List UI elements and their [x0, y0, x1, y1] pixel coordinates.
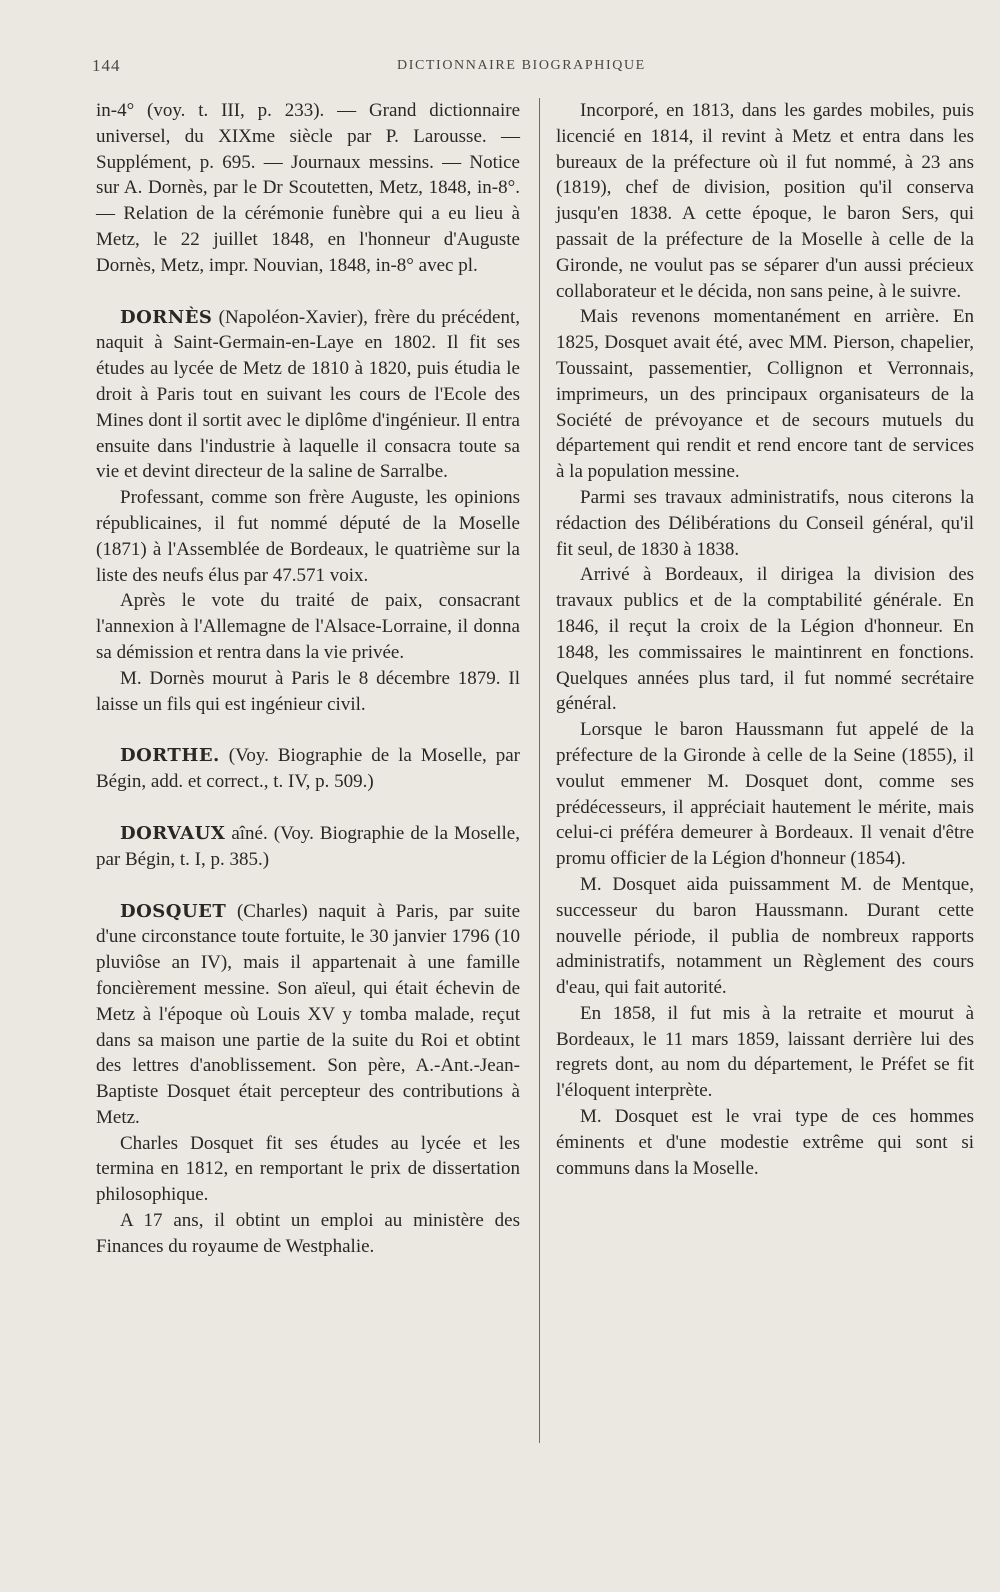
paragraph: Après le vote du traité de paix, consacrant l'annexion à l'Allemagne de l'Alsace-Lorraine, il donna sa démission et rentra dans la vie privée. [96, 590, 520, 663]
running-title: DICTIONNAIRE BIOGRAPHIQUE [397, 58, 646, 73]
paragraph: Incorporé, en 1813, dans les gardes mobiles, puis licencié en 1814, il revint à Metz et entra dans les bureaux de la préfecture où il fut nommé, à 23 ans (1819), chef de division, position qu'il conserva jusqu'en 1838. A cette époque, le baron Sers, qui passait de la préfecture de la Moselle à celle de la Gironde, ne voulut pas se séparer d'un aussi précieux collaborateur et le décida, non sans peine, à le suivre. [556, 100, 974, 302]
headword-dorvaux: DORVAUX [120, 822, 226, 844]
page-header [92, 56, 672, 82]
paragraph: M. Dosquet est le vrai type de ces hommes éminents et d'une modestie extrême qui sont si communs dans la Moselle. [556, 1106, 974, 1179]
entry-dornes-text: (Napoléon-Xavier), frère du précédent, naquit à Saint-Germain-en-Laye en 1802. Il fit ses études au lycée de Metz de 1810 à 1820, puis étudia le droit à Paris tout en suivant les cours de l'Ecole des Mines dont il sortit avec le diplôme d'ingénieur. Il entra ensuite dans l'industrie à laquelle il consacra toute sa vie et devint directeur de la saline de Sarralbe. [96, 306, 520, 483]
paragraph: En 1858, il fut mis à la retraite et mourut à Bordeaux, le 11 mars 1859, laissant derrière lui des regrets dont, au nom du département, le Préfet se fit l'éloquent interprète. [556, 1002, 974, 1102]
paragraph: Parmi ses travaux administratifs, nous citerons la rédaction des Délibérations du Conseil général, qu'il fit seul, de 1830 à 1838. [556, 486, 974, 560]
paragraph: A 17 ans, il obtint un emploi au ministère des Finances du royaume de Westphalie. [96, 1210, 520, 1257]
column-divider [539, 98, 540, 1443]
entry-dorvaux [96, 821, 520, 873]
entry-dorthe [96, 743, 520, 795]
headword-dorthe: DORTHE. [120, 745, 220, 767]
entry-dornes [96, 305, 520, 486]
left-column [96, 98, 520, 1260]
right-column [556, 98, 974, 1181]
paragraph: Mais revenons momentanément en arrière. En 1825, Dosquet avait été, avec MM. Pierson, chapelier, Toussaint, passementier, Collignon et Verronnais, imprimeurs, un des principaux organisateurs de la Société de prévoyance et de secours mutuels du département qui rendit et rend encore tant de services à la population messine. [556, 306, 974, 483]
paragraph: Arrivé à Bordeaux, il dirigea la division des travaux publics et de la comptabilité générale. En 1846, il reçut la croix de la Légion d'honneur. En 1848, les commissaires le maintinrent en fonctions. Quelques années plus tard, il fut nommé secrétaire général. [556, 564, 974, 715]
headword-dosquet: DOSQUET [120, 900, 227, 922]
paragraph: Lorsque le baron Haussmann fut appelé de la préfecture de la Gironde à celle de la Seine (1855), il voulut emmener M. Dosquet dont, comme ses prédécesseurs, il appréciait hautement le mérite, mais celui-ci préféra demeurer à Bordeaux. Il venait d'être promu officier de la Légion d'honneur (1854). [556, 719, 974, 870]
paragraph: Professant, comme son frère Auguste, les opinions républicaines, il fut nommé député de la Moselle (1871) à l'Assemblée de Bordeaux, le quatrième sur la liste des neufs élus par 47.571 voix. [96, 487, 520, 586]
entry-dosquet [96, 899, 520, 1131]
entry-dosquet-text: (Charles) naquit à Paris, par suite d'une circonstance toute fortuite, le 30 janvier 1796 (10 pluviôse an IV), mais il appartenait à une famille foncièrement messine. Son aïeul, qui était échevin de Metz à l'époque où Louis XV y tomba malade, reçut dans sa maison une partie de la suite du Roi et obtint des lettres d'anoblissement. Son père, A.-Ant.-Jean-Baptiste Dosquet était percepteur des contributions à Metz. [96, 900, 520, 1128]
entry-dorvaux-text: aîné. (Voy. Biographie de la Moselle, par Bégin, t. I, p. 385.) [96, 822, 520, 870]
paragraph: M. Dornès mourut à Paris le 8 décembre 1879. Il laisse un fils qui est ingénieur civil. [96, 667, 520, 715]
entry-dorthe-text: (Voy. Biographie de la Moselle, par Bégin, add. et correct., t. IV, p. 509.) [96, 745, 520, 793]
paragraph-bibliography: in-4° (voy. t. III, p. 233). — Grand dictionnaire universel, du XIXme siècle par P. Larousse. — Supplément, p. 695. — Journaux messins. — Notice sur A. Dornès, par le Dr Scoutetten, Metz, 1848, in-8°. — Relation de la cérémonie funèbre qui a eu lieu à Metz, le 22 juillet 1848, en l'honneur d'Auguste Dornès, Metz, impr. Nouvian, 1848, in-8° avec pl. [96, 100, 520, 276]
paragraph: M. Dosquet aida puissamment M. de Mentque, successeur du baron Haussmann. Durant cette nouvelle période, il publia de nombreux rapports administratifs, notamment un Règlement des cours d'eau, qui fait autorité. [556, 873, 974, 999]
paragraph: Charles Dosquet fit ses études au lycée et les termina en 1812, en remportant le prix de dissertation philosophique. [96, 1132, 520, 1206]
headword-dornes: DORNÈS [120, 306, 213, 328]
page-number: 144 [92, 56, 121, 75]
